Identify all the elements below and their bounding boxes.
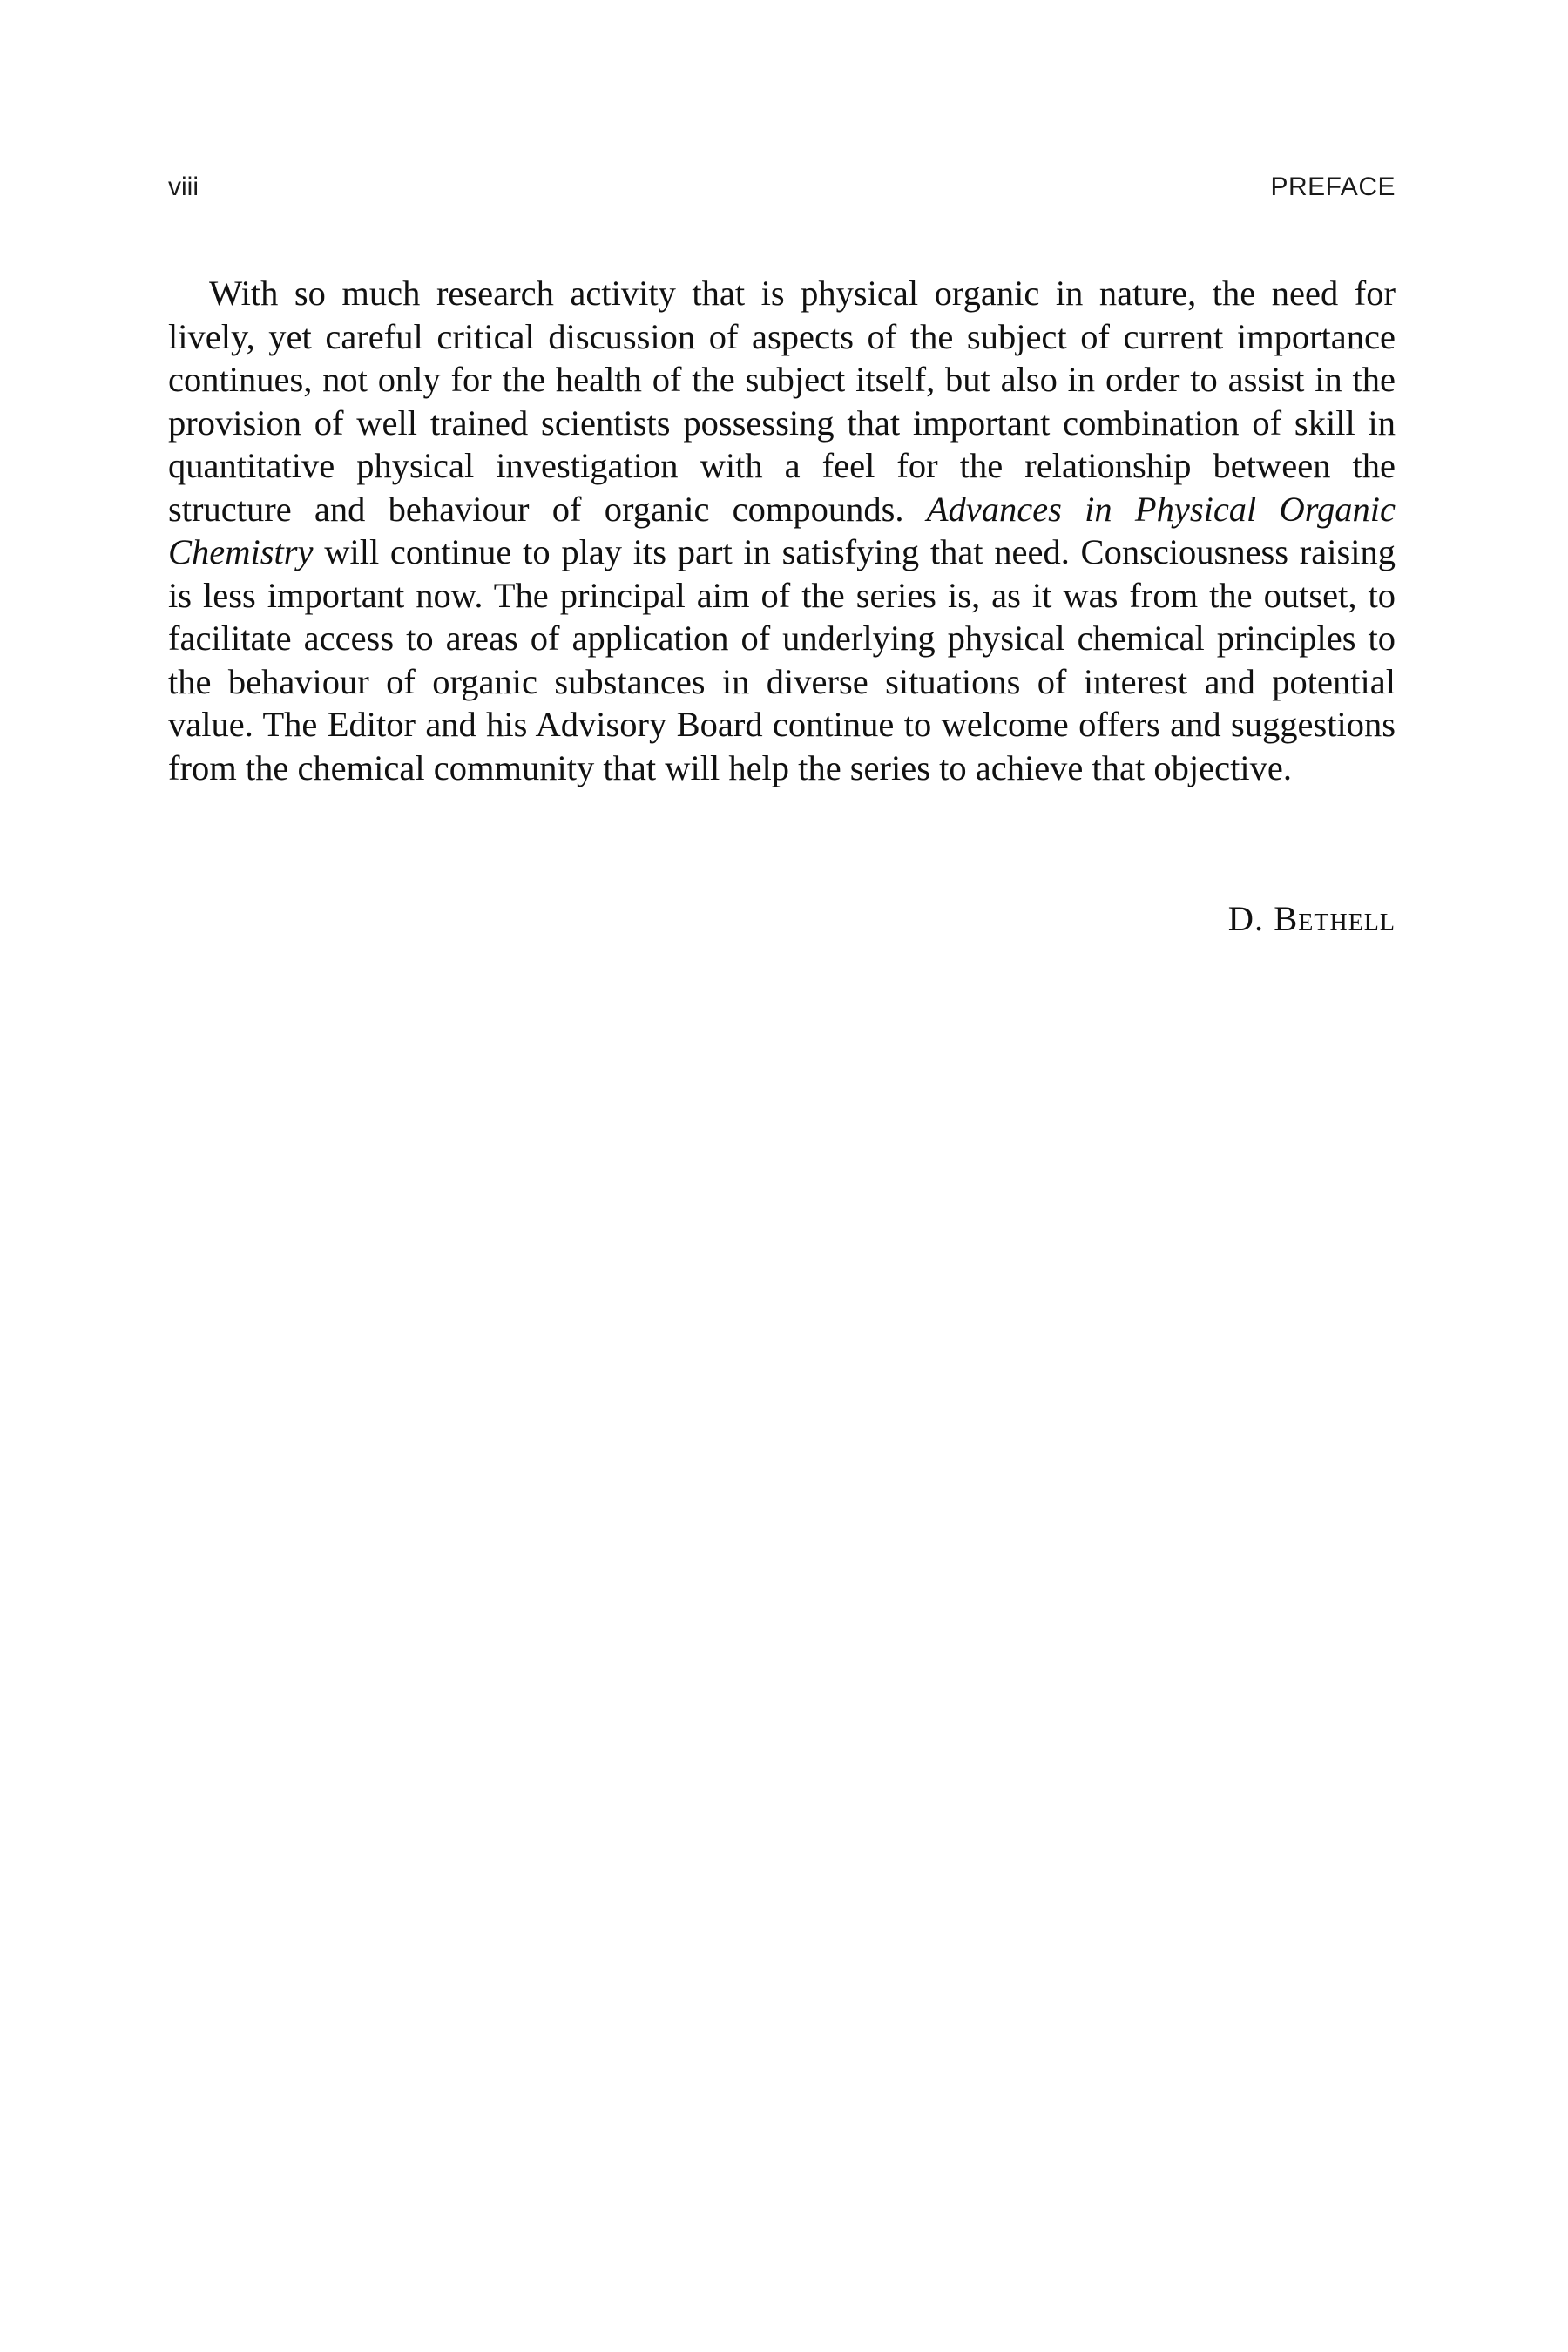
author-signature: D. Bethell xyxy=(1227,899,1396,938)
section-title: PREFACE xyxy=(1270,172,1396,201)
page-number: viii xyxy=(168,172,199,201)
paragraph-text-end: will continue to play its part in satisfying that need. Consciousness raising is less important now. The principal aim of the series is, as it was from the outset, to facilitate access to areas of application of underlying physical chemical principles to the behaviour of organic substances in diverse situations of interest and potential value. The Editor and his Advisory Board continue to welcome offers and suggestions from the chemical community that will help the series to achieve that objective. xyxy=(168,532,1396,787)
preface-paragraph xyxy=(168,272,1396,789)
paragraph-text-start: With so much research activity that is physical organic in nature, the need for lively, yet careful critical discussion of aspects of the subject of current importance continues, not only for the health of the subject itself, but also in order to assist in the provision of well trained scientists possessing that important combination of skill in quantitative physical investigation with a feel for the relationship between the structure and behaviour of organic compounds. xyxy=(168,274,1396,529)
running-head xyxy=(168,170,1396,205)
series-title: Advances in Physical Organic Chemistry xyxy=(168,489,1396,571)
